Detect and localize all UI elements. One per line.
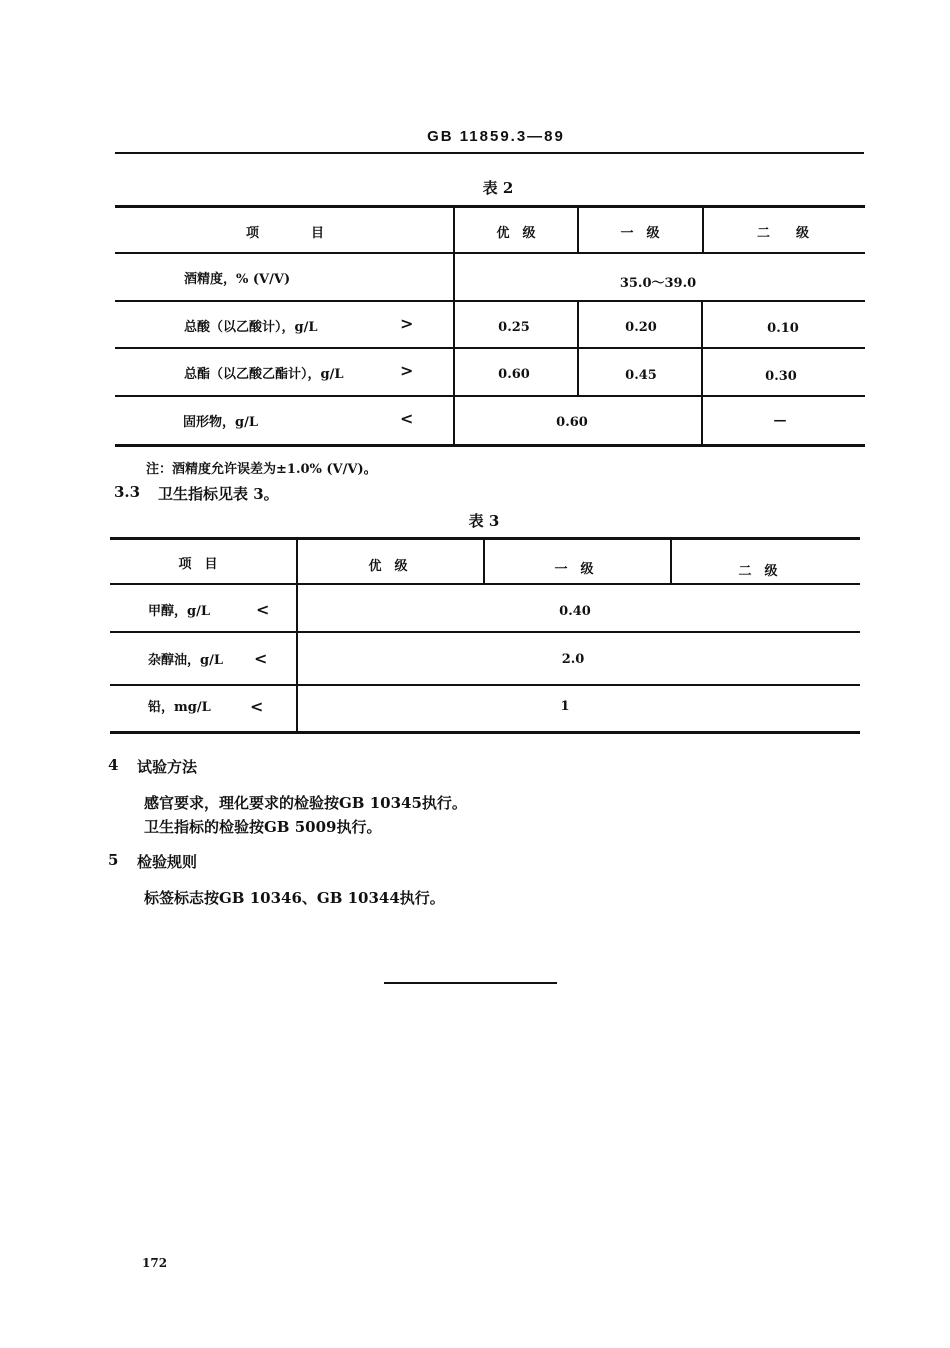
table-cell-value: 1 [560, 699, 570, 714]
table-column-divider [296, 538, 298, 732]
table-row-item: 酒精度，% (V/V) [184, 272, 291, 287]
table-cell-value: 0.60 [556, 415, 588, 430]
table-cell-value: — [773, 413, 787, 428]
table-row-item: 铅，mg/L [148, 700, 211, 715]
table-3-header-grade-2: 一 级 [554, 562, 594, 577]
table-row-item: 杂醇油，g/L [148, 653, 223, 668]
section-5-line-1: 标签标志按GB 10346、GB 10344执行。 [144, 889, 445, 907]
table-column-divider [577, 206, 579, 253]
table-row-sign: < [254, 649, 268, 668]
page-number: 172 [142, 1256, 168, 1270]
table-row-sign: > [400, 314, 414, 333]
table-3-header-item: 项 目 [178, 557, 218, 572]
table-3-caption: 表 3 [468, 512, 500, 530]
table-3-top-rule [110, 537, 860, 540]
section-3-3-number: 3.3 [114, 483, 141, 501]
table-row-divider [110, 684, 860, 686]
table-column-divider [670, 538, 672, 584]
table-2-caption: 表 2 [482, 179, 514, 197]
section-4-line-2: 卫生指标的检验按GB 5009执行。 [144, 818, 382, 836]
table-cell-value: 0.20 [625, 320, 657, 335]
section-3-3-text: 卫生指标见表 3。 [158, 485, 279, 503]
table-2-header-grade-3: 二 级 [756, 226, 810, 241]
table-3-header-grade-1: 优 级 [368, 559, 408, 574]
table-row-sign: < [256, 600, 270, 619]
table-row-item: 甲醇，g/L [148, 604, 210, 619]
table-3-header-rule [110, 583, 860, 585]
table-column-divider [483, 538, 485, 584]
table-cell-value: 0.60 [498, 367, 530, 382]
table-column-divider [453, 206, 455, 445]
section-5-number: 5 [108, 851, 119, 869]
header-rule [115, 152, 864, 154]
section-4-number: 4 [108, 756, 119, 774]
table-cell-value: 0.30 [765, 369, 797, 384]
table-2-header-grade-2: 一 级 [620, 226, 660, 241]
table-row-sign: > [400, 361, 414, 380]
section-5-title: 检验规则 [137, 853, 198, 871]
table-row-divider [115, 347, 865, 349]
table-2-header-rule [115, 252, 865, 254]
table-row-item: 总酯（以乙酸乙酯计），g/L [184, 367, 344, 382]
section-4-line-1: 感官要求，理化要求的检验按GB 10345执行。 [144, 794, 467, 812]
table-row-divider [110, 631, 860, 633]
table-column-divider [577, 300, 579, 396]
table-row-sign: < [250, 697, 264, 716]
table-row-item: 总酸（以乙酸计），g/L [184, 320, 318, 335]
table-3-bottom-rule [110, 731, 860, 734]
table-column-divider [701, 300, 703, 445]
section-4-title: 试验方法 [137, 758, 198, 776]
table-cell-value: 0.10 [767, 321, 799, 336]
table-cell-value: 0.45 [625, 368, 657, 383]
table-2-note: 注：酒精度允许误差为±1.0% (V/V)。 [146, 462, 377, 477]
table-3-header-grade-3: 二 级 [738, 564, 778, 579]
table-row-divider [115, 300, 865, 302]
table-column-divider [702, 206, 704, 253]
table-row-sign: < [400, 409, 414, 428]
table-cell-value: 2.0 [561, 652, 585, 667]
end-of-document-rule [384, 982, 557, 984]
table-cell-value: 0.25 [498, 320, 530, 335]
table-cell-value: 0.40 [559, 604, 591, 619]
table-2-top-rule [115, 205, 865, 208]
table-2-bottom-rule [115, 444, 865, 447]
table-row-item: 固形物，g/L [183, 415, 258, 430]
table-cell-value: 35.0～39.0 [619, 276, 697, 291]
standard-code-header: GB 11859.3—89 [427, 128, 565, 145]
table-2-header-grade-1: 优 级 [496, 226, 536, 241]
table-row-divider [115, 395, 865, 397]
table-2-header-item: 项 目 [245, 226, 325, 241]
